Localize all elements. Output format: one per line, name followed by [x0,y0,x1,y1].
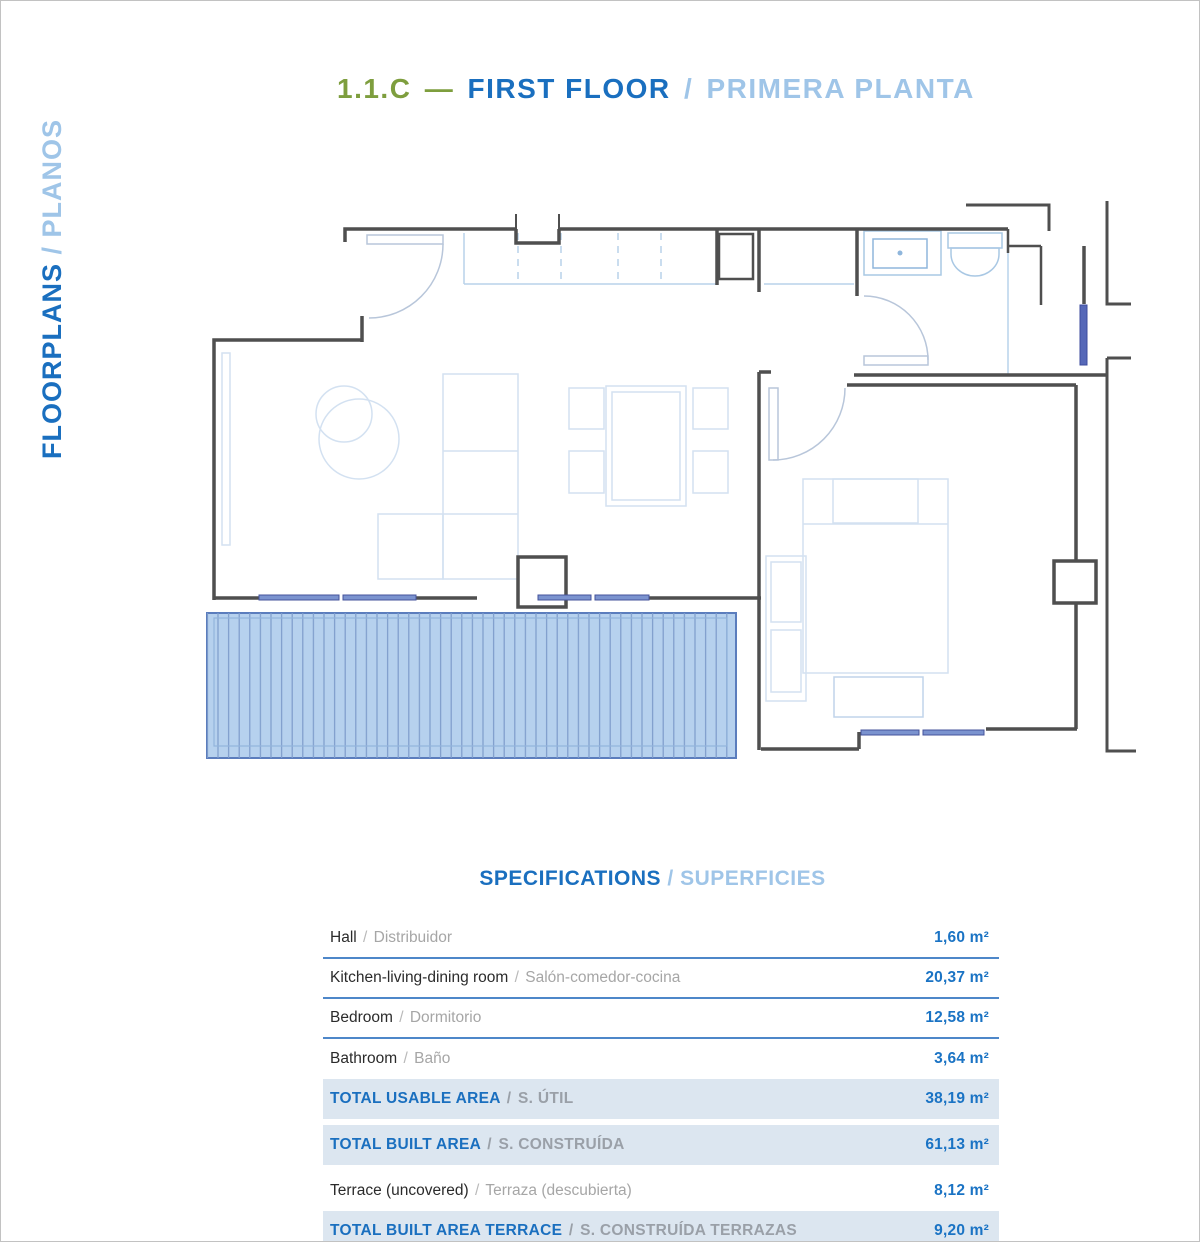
row-label-en: Hall [330,929,357,946]
wall-exterior [966,201,1136,751]
row-label-en: TOTAL BUILT AREA [330,1136,481,1153]
window-living-4 [595,595,649,600]
wall-shaft [1008,229,1041,305]
window-living-2 [343,595,416,600]
row-label-separator: / [475,1182,480,1199]
window-bedroom-1 [861,730,919,735]
row-label-en: Terrace (uncovered) [330,1182,469,1199]
spec-row-total-built [323,1125,999,1165]
row-value: 3,64 m² [934,1050,989,1067]
bedroom-door-leaf [769,388,778,460]
sidebar-caption-primary: FLOORPLANS [37,263,67,459]
row-label-separator: / [399,1009,404,1026]
wall-hall-bedroom [847,375,1107,385]
row-label-separator: / [568,1222,574,1239]
row-value: 1,60 m² [934,929,989,946]
sidebar-caption-secondary: PLANOS [37,118,67,238]
wall-niche [516,214,559,229]
row-value: 12,58 m² [925,1009,989,1026]
bathroom-door-arc [864,296,928,360]
pillar-bedroom [1054,561,1096,603]
sidebar-caption-separator: / [37,245,67,255]
row-label-en: Bathroom [330,1050,398,1067]
row-label-en: Bedroom [330,1009,393,1026]
row-label-es: S. ÚTIL [517,1090,574,1107]
title-primary: FIRST FLOOR [467,73,671,104]
row-value: 8,12 m² [934,1182,989,1199]
spec-row-total-terrace [323,1211,999,1242]
row-label-en: TOTAL USABLE AREA [330,1090,501,1107]
row-label-separator: / [506,1090,512,1107]
window-bedroom-2 [923,730,984,735]
spec-row-bedroom [323,999,999,1039]
row-label-es: Terraza (descubierta) [485,1182,632,1199]
row-value: 20,37 m² [925,969,989,986]
wall-left [214,316,363,600]
entrance-door-leaf [367,235,443,244]
wall-divider [759,229,771,750]
specs-heading-primary: SPECIFICATIONS [479,867,662,890]
terrace [207,613,736,758]
bathroom-door-leaf [864,356,928,365]
window-living-3 [538,595,591,600]
spec-row-bathroom [323,1039,999,1079]
spec-row-hall [323,919,999,959]
specs-heading-secondary: SUPERFICIES [680,867,826,890]
spec-row-terrace [323,1171,999,1211]
living-room-furniture [222,353,728,579]
row-label-en: TOTAL BUILT AREA TERRACE [330,1222,563,1239]
spec-row-total-usable [323,1079,999,1119]
row-label-separator: / [514,969,519,986]
title-secondary: PRIMERA PLANTA [706,73,975,104]
kitchen-counter [464,233,854,284]
specs-heading [106,867,1199,891]
row-label-es: Distribuidor [373,929,453,946]
wall-bedroom [761,385,1077,749]
row-label-en: Kitchen-living-dining room [330,969,509,986]
row-label-separator: / [363,929,368,946]
specs-heading-separator: / [667,867,674,890]
row-label-es: S. CONSTRUÍDA [498,1136,625,1153]
row-label-separator: / [403,1050,408,1067]
window-side [1080,305,1087,365]
bedroom-door-arc [773,388,845,460]
row-label-separator: / [487,1136,492,1153]
bedroom-furniture [766,479,948,717]
row-label-es: Salón-comedor-cocina [525,969,681,986]
bathroom-fixtures [864,231,1008,375]
window-living-1 [259,595,339,600]
row-label-es: Dormitorio [409,1009,482,1026]
row-value: 38,19 m² [925,1090,989,1107]
specifications-table [323,919,999,1242]
row-label-es: S. CONSTRUÍDA TERRAZAS [580,1222,798,1239]
row-value: 9,20 m² [934,1222,989,1239]
title-dash: — [424,73,455,104]
spec-row-kitchen [323,959,999,999]
title-separator: / [683,73,694,104]
unit-code: 1.1.C [337,73,412,104]
entry-closet [719,234,753,279]
row-label-es: Baño [414,1050,451,1067]
entrance-door-arc [369,244,443,318]
door-swings [367,235,928,460]
row-value: 61,13 m² [925,1136,989,1153]
